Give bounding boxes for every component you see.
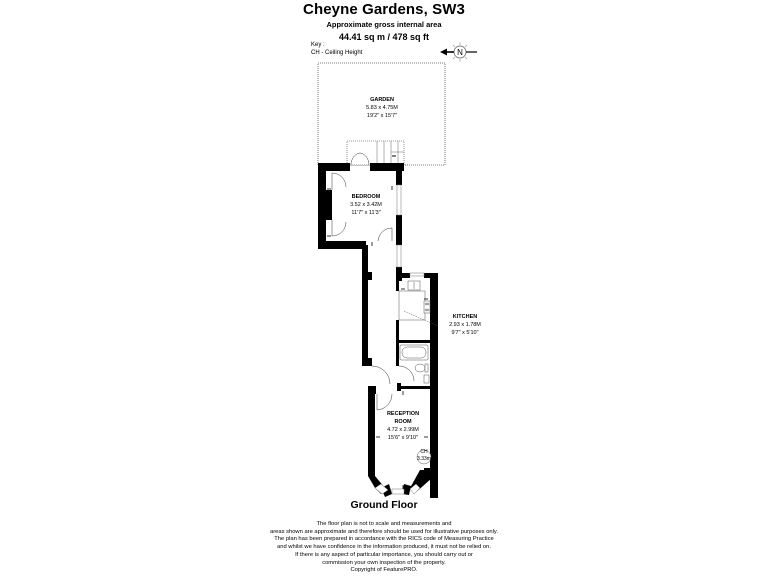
area-subtitle: Approximate gross internal area xyxy=(326,20,442,29)
svg-text:N: N xyxy=(457,48,463,57)
disclaimer: The floor plan is not to scale and measurements and areas shown are approximate and therefore should be used for illustrative purposes only. The plan has been prepared in accordance with the RICS code of Measuring Practice and whilst we have confidence in the information produced, it must not be relied on. If there is any aspect of particular importance, you should carry out or commission your own inspection of the property. Copyright of FeaturePRO. xyxy=(269,521,499,574)
key-heading: Key : xyxy=(311,42,325,48)
room-label-kitchen: KITCHEN 2.93 x 1.78M 9'7" x 5'10" xyxy=(449,314,481,336)
room-label-garden: GARDEN 5.83 x 4.75M 19'2" x 15'7" xyxy=(366,97,398,119)
ceiling-height-label: CH 3.33m xyxy=(417,449,431,462)
page-title: Cheyne Gardens, SW3 xyxy=(303,1,465,18)
key-item-ceiling-height: CH - Ceiling Height xyxy=(311,50,363,56)
floor-label: Ground Floor xyxy=(350,499,418,511)
room-label-bedroom: BEDROOM 3.52 x 3.42M 11'7" x 11'3" xyxy=(350,194,382,216)
room-label-reception: RECEPTION ROOM 4.72 x 2.99M 15'6" x 9'10" xyxy=(386,411,420,441)
bathroom-fixtures xyxy=(400,345,429,383)
north-compass-icon xyxy=(440,42,477,62)
total-area: 44.41 sq m / 478 sq ft xyxy=(338,32,430,42)
